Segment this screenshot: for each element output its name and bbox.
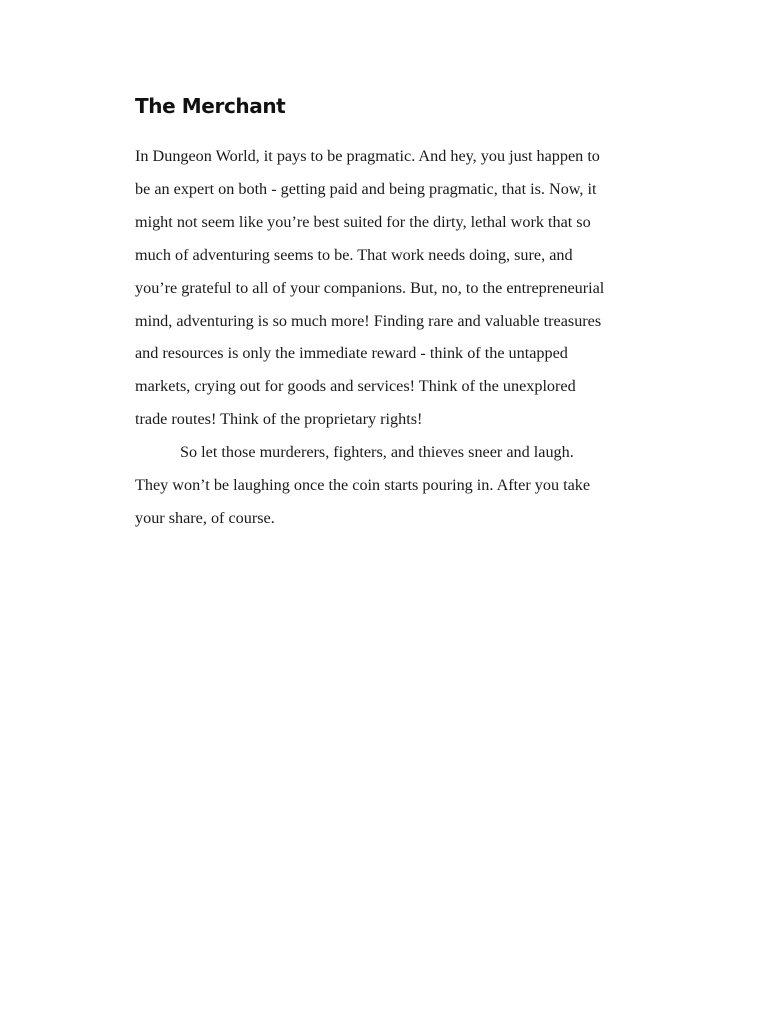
text-line: In Dungeon World, it pays to be pragmatic. And hey, you just happen to bbox=[135, 147, 600, 165]
text-line: your share, of course. bbox=[135, 508, 275, 527]
text-line: markets, crying out for goods and services! Think of the unexplored bbox=[135, 377, 576, 396]
text-line: be an expert on both - getting paid and being pragmatic, that is. Now, it bbox=[135, 179, 597, 198]
page-title: The Merchant bbox=[135, 94, 286, 118]
paragraph-2 bbox=[135, 436, 635, 535]
text-line: trade routes! Think of the proprietary rights! bbox=[135, 410, 423, 429]
text-line: and resources is only the immediate reward - think of the untapped bbox=[135, 344, 568, 363]
body-text bbox=[135, 140, 635, 535]
text-line: might not seem like you’re best suited for the dirty, lethal work that so bbox=[135, 212, 591, 231]
text-line: They won’t be laughing once the coin starts pouring in. After you take bbox=[135, 476, 591, 495]
text-line: you’re grateful to all of your companions. But, no, to the entrepreneurial bbox=[135, 278, 605, 297]
paragraph-1 bbox=[135, 140, 635, 436]
text-line: So let those murderers, fighters, and thieves sneer and laugh. bbox=[180, 443, 574, 462]
text-line: mind, adventuring is so much more! Finding rare and valuable treasures bbox=[135, 311, 602, 330]
text-line: much of adventuring seems to be. That work needs doing, sure, and bbox=[135, 245, 573, 264]
